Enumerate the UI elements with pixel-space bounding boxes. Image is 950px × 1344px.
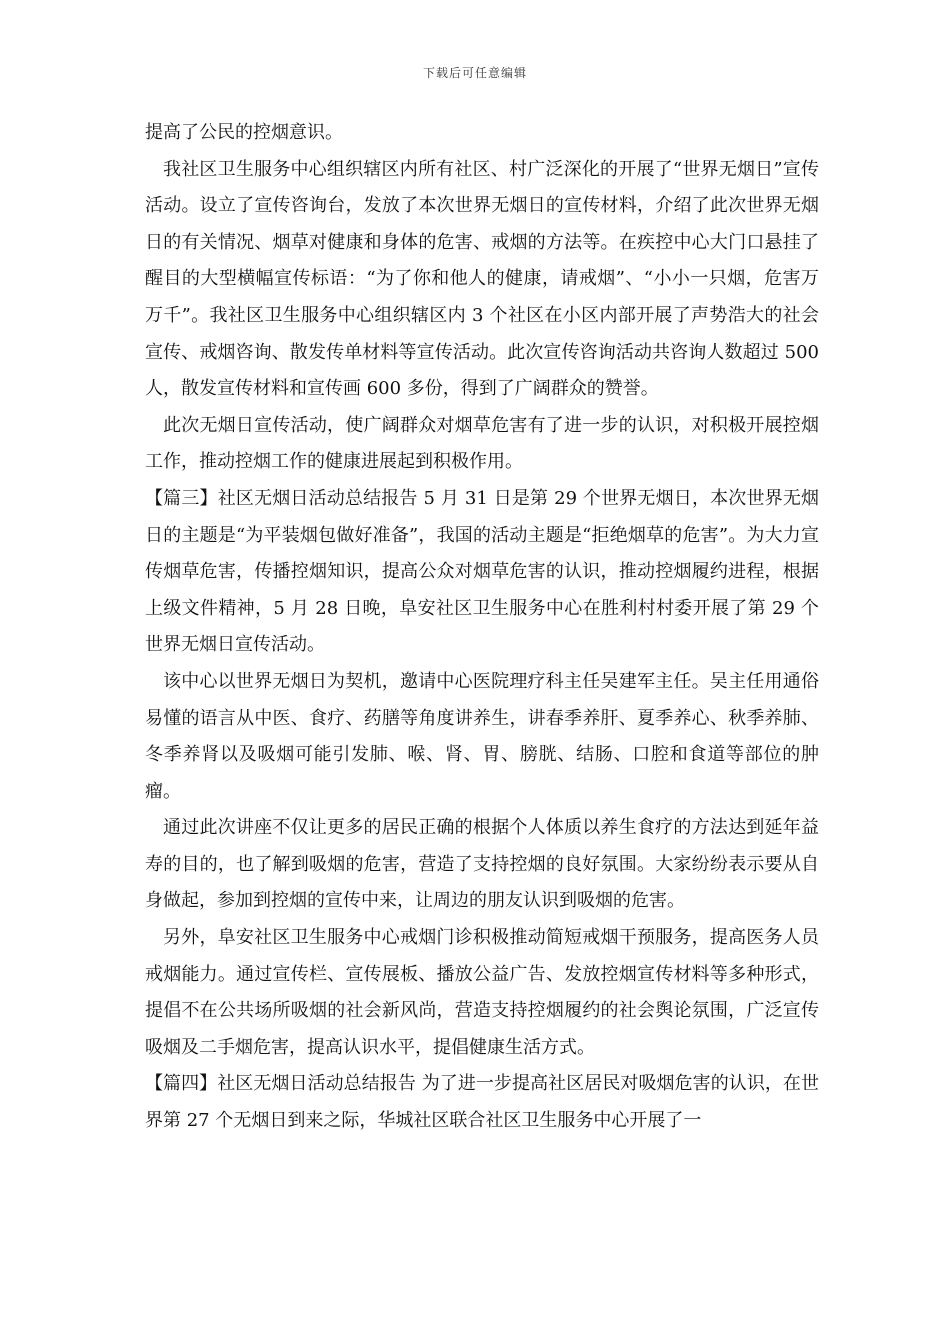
page-header-note: 下载后可任意编辑 (422, 66, 527, 80)
paragraph-8-section-four: 【篇四】社区无烟日活动总结报告 为了进一步提高社区居民对吸烟危害的认识，在世界第 27 个无烟日到来之际，华城社区联合社区卫生服务中心开展了一 (145, 1073, 819, 1132)
paragraph-2: 我社区卫生服务中心组织辖区内所有社区、村广泛深化的开展了“世界无烟日”宣传活动。设立了宣传咨询台，发放了本次世界无烟日的宣传材料，介绍了此次世界无烟日的有关情况、烟草对健康和身体的危害、戒烟的方法等。在疾控中心大门口悬挂了醒目的大型横幅宣传标语：“为了你和他人的健康，请戒烟”、“小小一只烟，危害万万千”。我社区卫生服务中心组织辖区内 3 个社区在小区内部开展了声势浩大的社会宣传、戒烟咨询、散发传单材料等宣传活动。此次宣传咨询活动共咨询人数超过 500 人，散发宣传材料和宣传画 600 多份，得到了广阔群众的赞誉。 (145, 158, 819, 400)
paragraph-3: 此次无烟日宣传活动，使广阔群众对烟草危害有了进一步的认识，对积极开展控烟工作，推动控烟工作的健康进展起到积极作用。 (145, 414, 819, 473)
paragraph-4-section-three: 【篇三】社区无烟日活动总结报告 5 月 31 日是第 29 个世界无烟日，本次世界无烟日的主题是“为平装烟包做好准备”，我国的活动主题是“拒绝烟草的危害”。为大力宣传烟草危害，传播控烟知识，提高公众对烟草危害的认识，推动控烟履约进程，根据上级文件精神，5 月 28 日晚，阜安社区卫生服务中心在胜利村村委开展了第 29 个世界无烟日宣传活动。 (145, 487, 819, 656)
paragraph-5: 该中心以世界无烟日为契机，邀请中心医院理疗科主任吴建军主任。吴主任用通俗易懂的语言从中医、食疗、药膳等角度讲养生，讲春季养肝、夏季养心、秋季养肺、冬季养肾以及吸烟可能引发肺、喉、肾、胃、膀胱、结肠、口腔和食道等部位的肿瘤。 (145, 670, 819, 802)
document-body (145, 115, 819, 1140)
paragraph-7: 另外，阜安社区卫生服务中心戒烟门诊积极推动简短戒烟干预服务，提高医务人员戒烟能力。通过宣传栏、宣传展板、播放公益广告、发放控烟宣传材料等多种形式，提倡不在公共场所吸烟的社会新风尚，营造支持控烟履约的社会舆论氛围，广泛宣传吸烟及二手烟危害，提高认识水平，提倡健康生活方式。 (145, 927, 819, 1058)
paragraph-1: 提高了公民的控烟意识。 (145, 122, 343, 143)
paragraph-6: 通过此次讲座不仅让更多的居民正确的根据个人体质以养生食疗的方法达到延年益寿的目的，也了解到吸烟的危害，营造了支持控烟的良好氛围。大家纷纷表示要从自身做起，参加到控烟的宣传中来，让周边的朋友认识到吸烟的危害。 (145, 817, 819, 912)
